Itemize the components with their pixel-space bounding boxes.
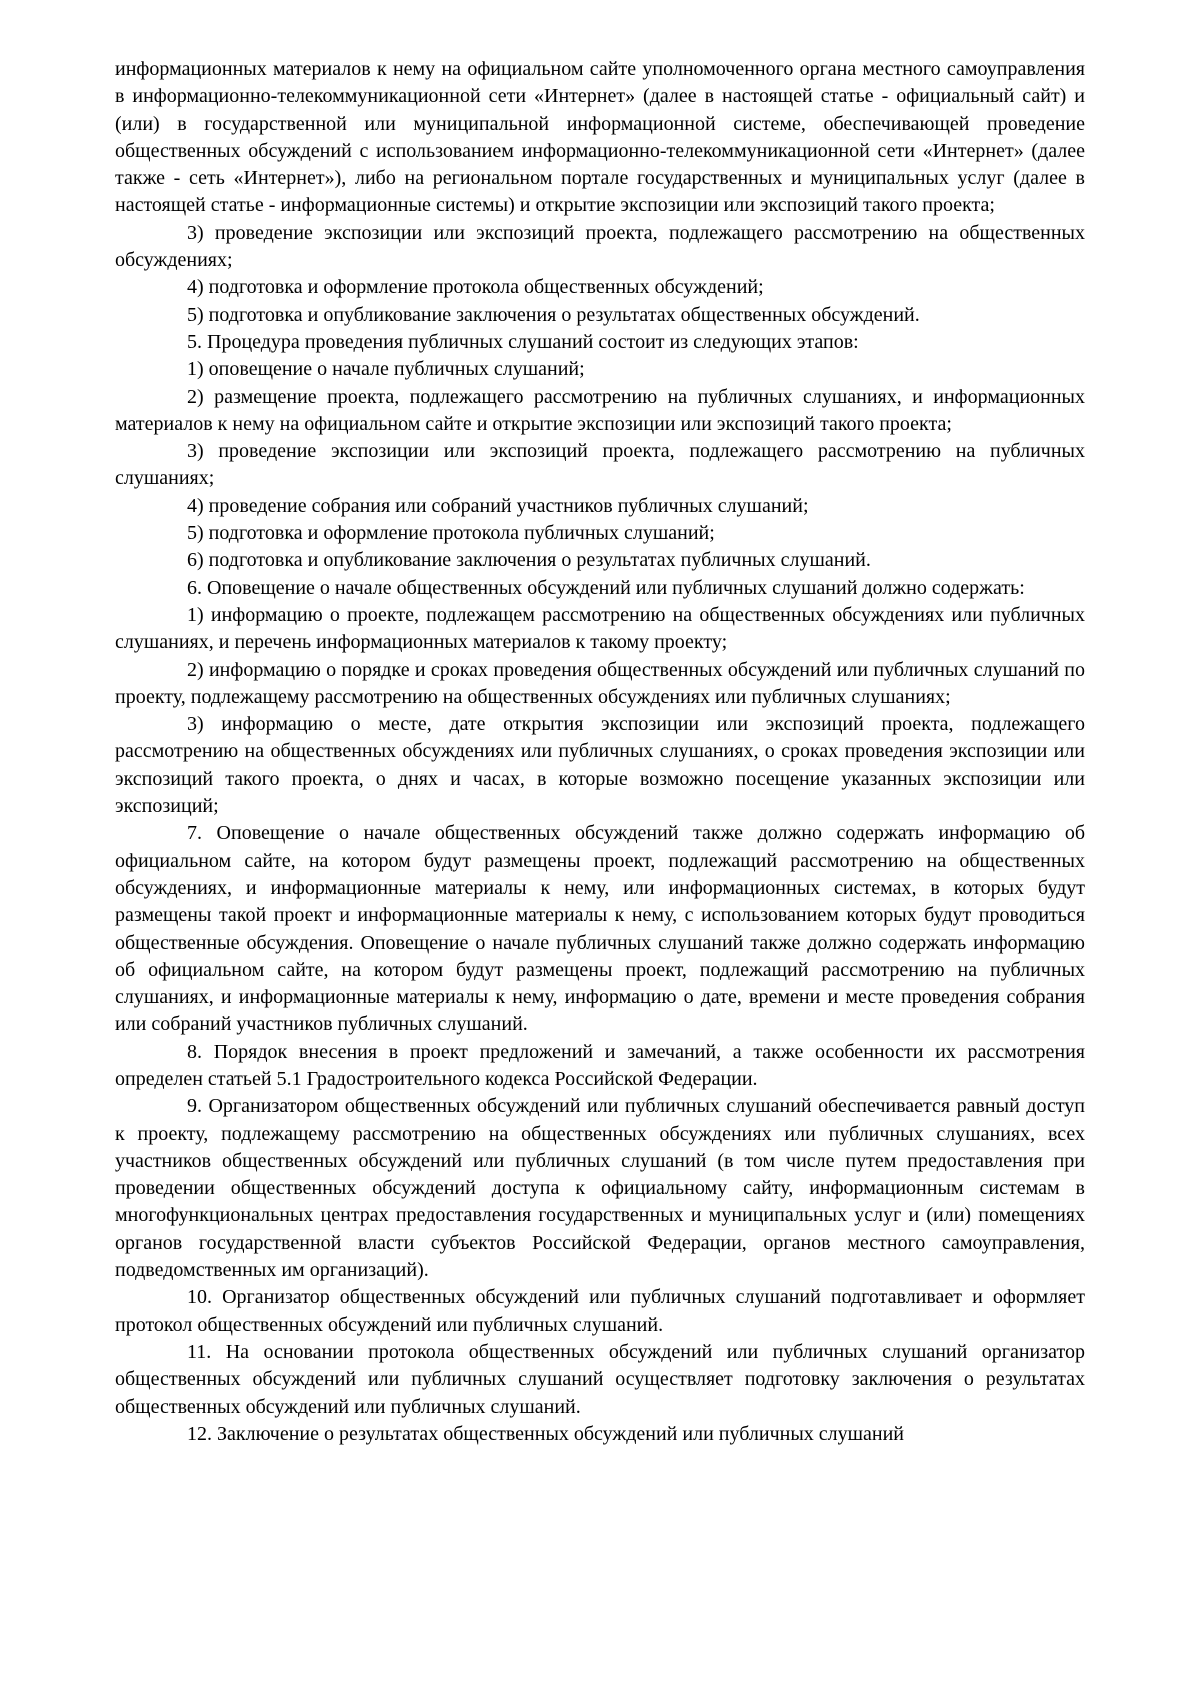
paragraph-item-5-5: 5) подготовка и оформление протокола публичных слушаний;	[187, 522, 715, 545]
paragraph-clause-8: 8. Порядок внесения в проект предложений и замечаний, а также особенности их рассмотрения определен статьей 5.1 Градостроительного кодекса Российской Федерации.	[115, 1040, 1085, 1090]
paragraph-continuation: информационных материалов к нему на официальном сайте уполномоченного органа местного самоуправления в информационно-телекоммуникационной сети «Интернет» (далее в настоящей статье - официальный сайт) и (или) в государственной или муниципальной информационной системе, обеспечивающей проведение общественных обсуждений с использованием информационно-телекоммуникационной сети «Интернет» (далее также - сеть «Интернет»), либо на региональном портале государственных и муниципальных услуг (далее в настоящей статье - информационные системы) и открытие экспозиции или экспозиций такого проекта;	[115, 58, 1085, 217]
paragraph-clause-7: 7. Оповещение о начале общественных обсуждений также должно содержать информацию об официальном сайте, на котором будут размещены проект, подлежащий рассмотрению на общественных обсуждениях, и информационные материалы к нему, или информационных системах, в которых будут размещены такой проект и информационные материалы к нему, с использованием которых будут проводиться общественные обсуждения. Оповещение о начале публичных слушаний также должно содержать информацию об официальном сайте, на котором будут размещены проект, подлежащий рассмотрению на публичных слушаниях, и информационные материалы к нему, информацию о дате, времени и месте проведения собрания или собраний участников публичных слушаний.	[115, 822, 1085, 1036]
paragraph-item-5-4: 4) проведение собрания или собраний участников публичных слушаний;	[187, 494, 809, 517]
paragraph-clause-5: 5. Процедура проведения публичных слушаний состоит из следующих этапов:	[187, 330, 859, 353]
paragraph-item-4-5: 5) подготовка и опубликование заключения о результатах общественных обсуждений.	[187, 303, 920, 326]
paragraph-item-4-3: 3) проведение экспозиции или экспозиций проекта, подлежащего рассмотрению на общественных обсуждениях;	[115, 221, 1085, 272]
paragraph-clause-6: 6. Оповещение о начале общественных обсуждений или публичных слушаний должно содержать:	[187, 576, 1025, 599]
paragraph-clause-10: 10. Организатор общественных обсуждений или публичных слушаний подготавливает и оформляет протокол общественных обсуждений или публичных слушаний.	[115, 1286, 1085, 1336]
paragraph-clause-11: 11. На основании протокола общественных обсуждений или публичных слушаний организатор общественных обсуждений или публичных слушаний осуществляет подготовку заключения о результатах общественных обсуждений или публичных слушаний.	[115, 1340, 1085, 1418]
paragraph-item-6-1: 1) информацию о проекте, подлежащем рассмотрению на общественных обсуждениях или публичных слушаниях, и перечень информационных материалов к такому проекту;	[115, 603, 1085, 654]
paragraph-item-5-3: 3) проведение экспозиции или экспозиций проекта, подлежащего рассмотрению на публичных слушаниях;	[115, 440, 1085, 490]
document-page	[115, 56, 1085, 1448]
paragraph-item-4-4: 4) подготовка и оформление протокола общественных обсуждений;	[187, 276, 764, 299]
paragraph-item-6-2: 2) информацию о порядке и сроках проведения общественных обсуждений или публичных слушаний по проекту, подлежащему рассмотрению на общественных обсуждениях или публичных слушаниях;	[115, 658, 1085, 708]
paragraph-item-5-1: 1) оповещение о начале публичных слушаний;	[187, 358, 585, 381]
paragraph-item-5-2: 2) размещение проекта, подлежащего рассмотрению на публичных слушаниях, и информационных материалов к нему на официальном сайте и открытие экспозиции или экспозиций такого проекта;	[115, 385, 1085, 435]
paragraph-item-5-6: 6) подготовка и опубликование заключения о результатах публичных слушаний.	[187, 549, 871, 572]
paragraph-item-6-3: 3) информацию о месте, дате открытия экспозиции или экспозиций проекта, подлежащего рассмотрению на общественных обсуждениях или публичных слушаниях, о сроках проведения экспозиции или экспозиций такого проекта, о днях и часах, в которые возможно посещение указанных экспозиции или экспозиций;	[115, 713, 1085, 818]
paragraph-clause-9: 9. Организатором общественных обсуждений или публичных слушаний обеспечивается равный доступ к проекту, подлежащему рассмотрению на общественных обсуждениях или публичных слушаниях, всех участников общественных обсуждений или публичных слушаний (в том числе путем предоставления при проведении общественных обсуждений доступа к официальному сайту, информационным системам в многофункциональных центрах предоставления государственных и муниципальных услуг и (или) помещениях органов государственной власти субъектов Российской Федерации, органов местного самоуправления, подведомственных им организаций).	[115, 1095, 1085, 1282]
paragraph-clause-12: 12. Заключение о результатах общественных обсуждений или публичных слушаний	[187, 1422, 905, 1445]
